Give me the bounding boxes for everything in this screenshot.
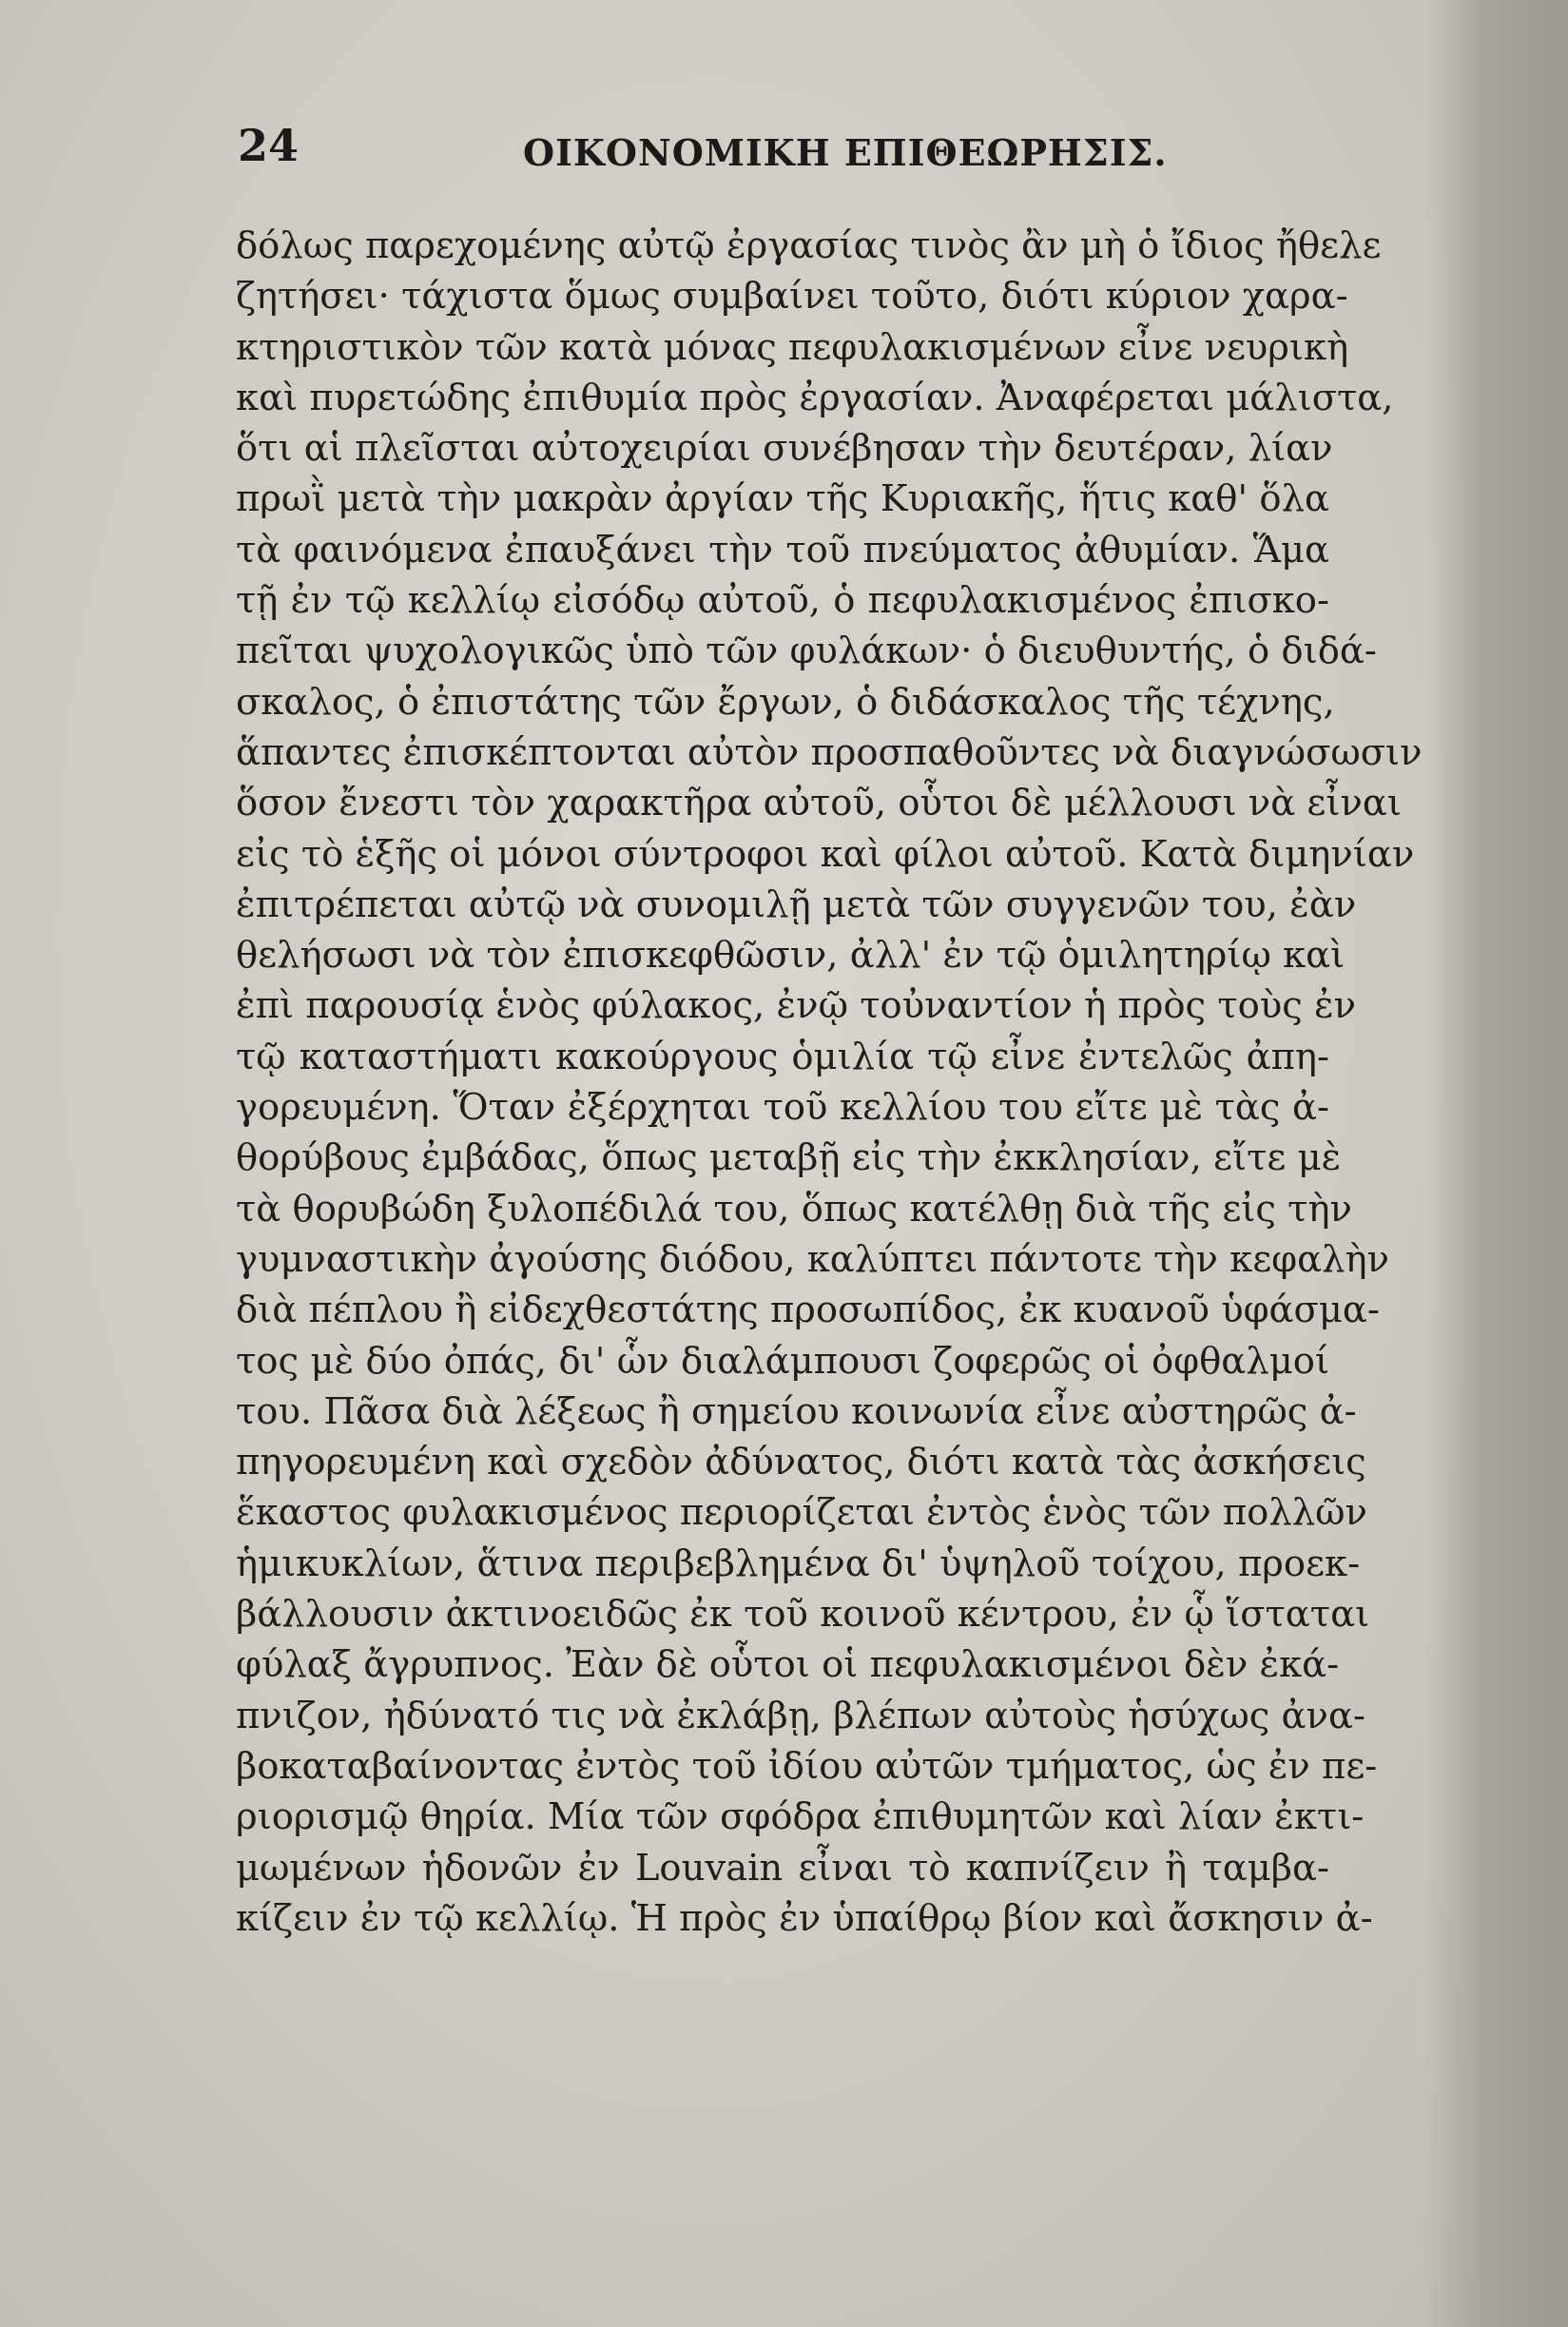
text-line: γορευμένη. Ὅταν ἐξέρχηται τοῦ κελλίου του εἴτε μὲ τὰς ἀ- — [236, 1086, 1329, 1130]
text-line: πεῖται ψυχολογικῶς ὑπὸ τῶν φυλάκων· ὁ διευθυντής, ὁ διδά- — [236, 630, 1377, 673]
text-line: ἅπαντες ἐπισκέπτονται αὐτὸν προσπαθοῦντες νὰ διαγνώσωσιν — [236, 730, 1423, 774]
text-line: μωμένων ἡδονῶν ἐν Louvain εἶναι τὸ καπνίζειν ἢ ταμβα- — [236, 1846, 1329, 1890]
running-head: ΟΙΚΟΝΟΜΙΚΗ ΕΠΙΘΕΩΡΗΣΙΣ. — [523, 131, 1168, 174]
text-line: τος μὲ δύο ὀπάς, δι' ὧν διαλάμπουσι ζοφερῶς οἱ ὀφθαλμοί — [236, 1339, 1329, 1383]
text-line: τὰ φαινόμενα ἐπαυξάνει τὴν τοῦ πνεύματος ἀθυμίαν. Ἅμα — [236, 528, 1329, 572]
text-line: ἕκαστος φυλακισμένος περιορίζεται ἐντὸς ἑνὸς τῶν πολλῶν — [236, 1491, 1367, 1535]
text-line: δόλως παρεχομένης αὐτῷ ἐργασίας τινὸς ἂν μὴ ὁ ἴδιος ἤθελε — [236, 224, 1382, 267]
text-line: ἡμικυκλίων, ἅτινα περιβεβλημένα δι' ὑψηλοῦ τοίχου, προεκ- — [236, 1542, 1361, 1585]
text-line: ὅτι αἱ πλεῖσται αὐτοχειρίαι συνέβησαν τὴν δευτέραν, λίαν — [236, 427, 1333, 471]
text-line: σκαλος, ὁ ἐπιστάτης τῶν ἔργων, ὁ διδάσκαλος τῆς τέχνης, — [236, 680, 1335, 724]
page-edge-shadow — [1425, 0, 1568, 2327]
text-line: διὰ πέπλου ἢ εἰδεχθεστάτης προσωπίδος, ἐκ κυανοῦ ὑφάσμα- — [236, 1289, 1380, 1332]
text-line: τῇ ἐν τῷ κελλίῳ εἰσόδῳ αὐτοῦ, ὁ πεφυλακισμένος ἐπισκο- — [236, 579, 1329, 623]
text-line: τῷ καταστήματι κακούργους ὁμιλία τῷ εἶνε ἐντελῶς ἀπη- — [236, 1035, 1329, 1078]
text-line: θελήσωσι νὰ τὸν ἐπισκεφθῶσιν, ἀλλ' ἐν τῷ ὁμιλητηρίῳ καὶ — [236, 934, 1345, 978]
text-line: του. Πᾶσα διὰ λέξεως ἢ σημείου κοινωνία εἶνε αὐστηρῶς ἀ- — [236, 1389, 1357, 1433]
text-line: ὅσον ἔνεστι τὸν χαρακτῆρα αὐτοῦ, οὗτοι δὲ μέλλουσι νὰ εἶναι — [236, 782, 1402, 825]
text-line: καὶ πυρετώδης ἐπιθυμία πρὸς ἐργασίαν. Ἀναφέρεται μάλιστα, — [236, 376, 1394, 419]
text-line: βάλλουσιν ἀκτινοειδῶς ἐκ τοῦ κοινοῦ κέντρου, ἐν ᾧ ἵσταται — [236, 1593, 1370, 1637]
text-line: ζητήσει· τάχιστα ὅμως συμβαίνει τοῦτο, διότι κύριον χαρα- — [236, 275, 1348, 319]
text-line: ριορισμῷ θηρία. Μία τῶν σφόδρα ἐπιθυμητῶν καὶ λίαν ἐκτι- — [236, 1795, 1365, 1839]
text-line: πηγορευμένη καὶ σχεδὸν ἀδύνατος, διότι κατὰ τὰς ἀσκήσεις — [236, 1441, 1366, 1484]
text-line: γυμναστικὴν ἀγούσης διόδου, καλύπτει πάντοτε τὴν κεφαλὴν — [236, 1237, 1389, 1281]
text-line: κίζειν ἐν τῷ κελλίῳ. Ἡ πρὸς ἐν ὑπαίθρῳ βίον καὶ ἄσκησιν ἀ- — [236, 1896, 1373, 1940]
text-line: ἐπὶ παρουσίᾳ ἑνὸς φύλακος, ἐνῷ τοὐναντίον ἡ πρὸς τοὺς ἐν — [236, 984, 1357, 1028]
body-paragraph — [236, 221, 1423, 1944]
text-line: πνιζον, ἠδύνατό τις νὰ ἐκλάβῃ, βλέπων αὐτοὺς ἡσύχως ἀνα- — [236, 1694, 1365, 1737]
text-line: ἐπιτρέπεται αὐτῷ νὰ συνομιλῇ μετὰ τῶν συγγενῶν του, ἐὰν — [236, 882, 1357, 926]
text-line: τὰ θορυβώδη ξυλοπέδιλά του, ὅπως κατέλθῃ διὰ τῆς εἰς τὴν — [236, 1187, 1352, 1231]
page-header — [238, 114, 1341, 190]
text-line: βοκαταβαίνοντας ἐντὸς τοῦ ἰδίου αὐτῶν τμήματος, ὡς ἐν πε- — [236, 1744, 1378, 1788]
text-line: πρωῒ μετὰ τὴν μακρὰν ἀργίαν τῆς Κυριακῆς, ἥτις καθ' ὅλα — [236, 477, 1329, 521]
text-line: κτηριστικὸν τῶν κατὰ μόνας πεφυλακισμένων εἶνε νευρικὴ — [236, 325, 1349, 369]
text-line: εἰς τὸ ἑξῆς οἱ μόνοι σύντροφοι καὶ φίλοι αὐτοῦ. Κατὰ διμηνίαν — [236, 832, 1415, 876]
page-number: 24 — [238, 120, 300, 171]
text-line: θορύβους ἐμβάδας, ὅπως μεταβῇ εἰς τὴν ἐκκλησίαν, εἴτε μὲ — [236, 1136, 1342, 1180]
text-line: φύλαξ ἄγρυπνος. Ἐὰν δὲ οὗτοι οἱ πεφυλακισμένοι δὲν ἐκά- — [236, 1643, 1340, 1687]
